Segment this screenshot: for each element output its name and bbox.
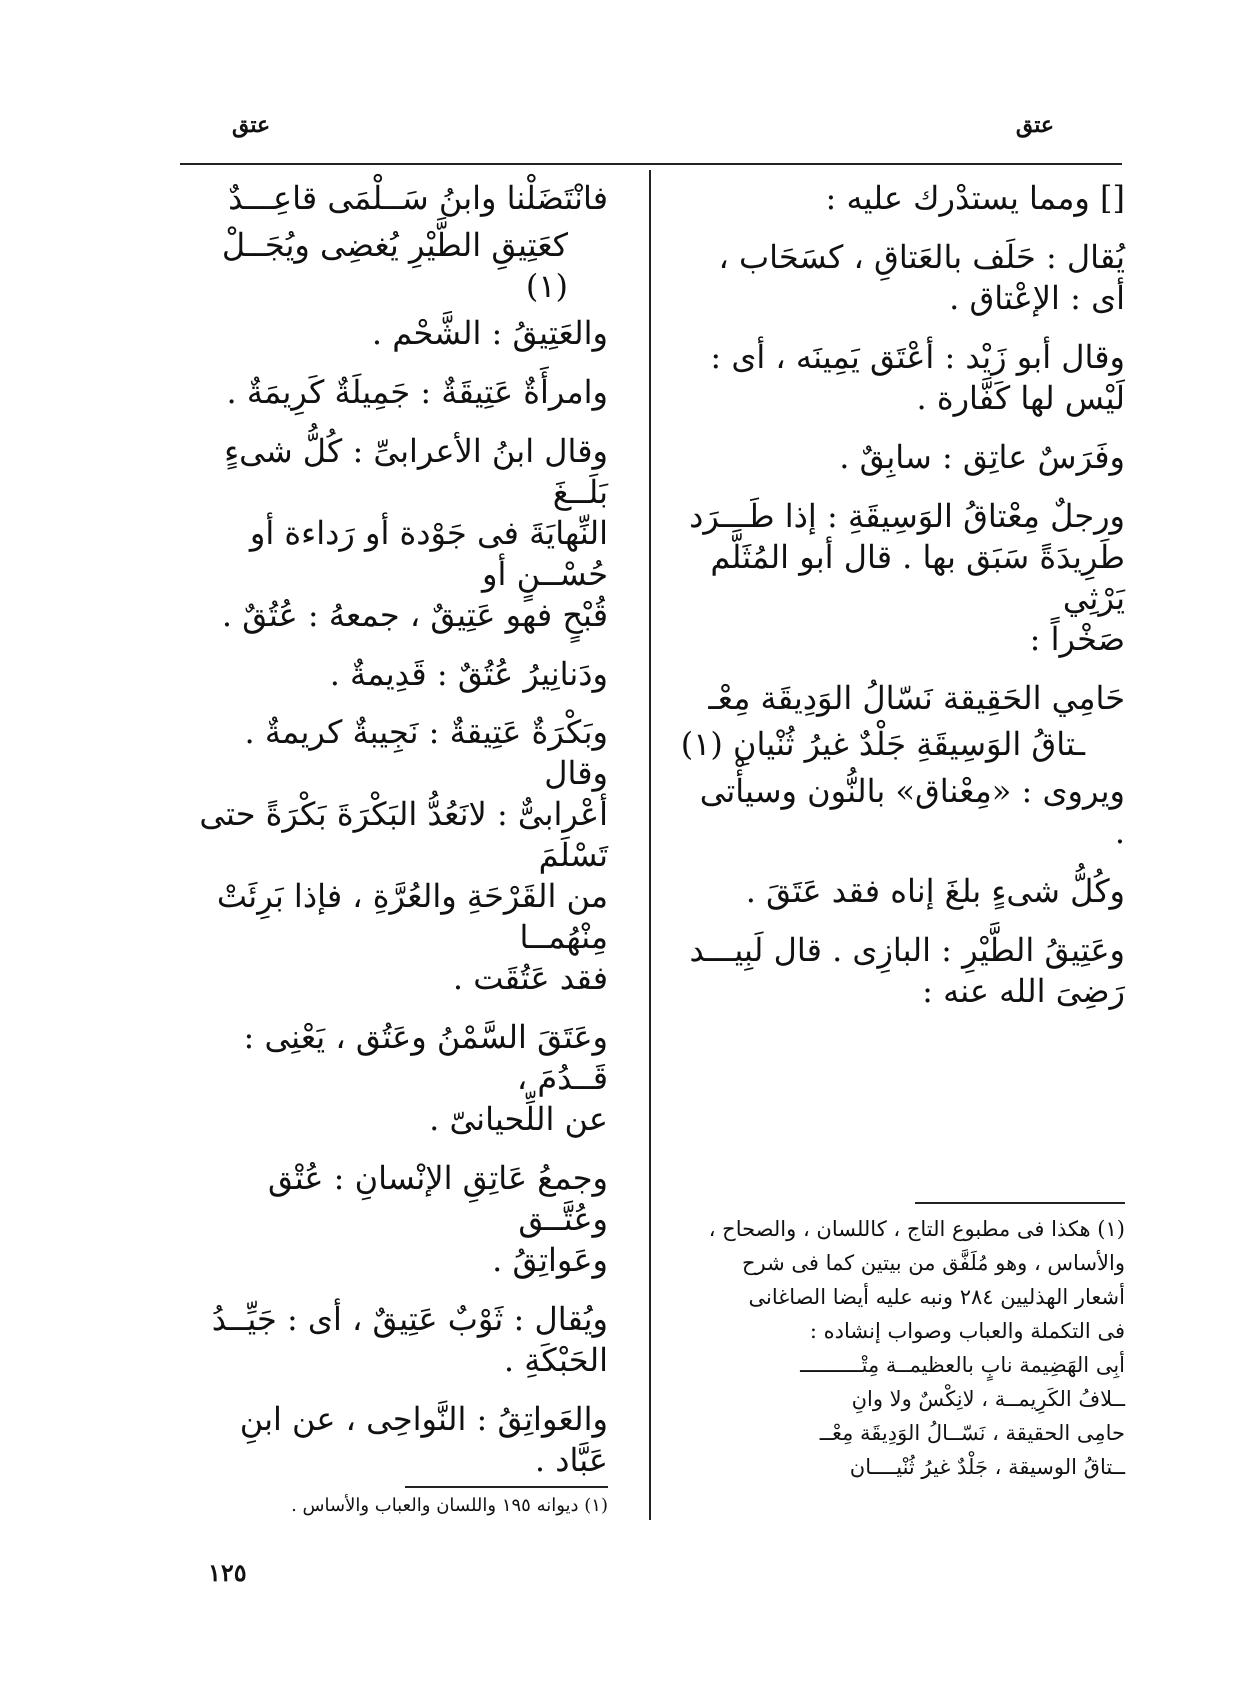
paragraph: وفَرَسٌ عاتِق : سابِقٌ . xyxy=(839,437,1125,476)
column-divider xyxy=(649,170,651,1520)
paragraph: [] ومما يستدْرك عليه : xyxy=(825,179,1125,217)
footnote: (١) هكذا فى مطبوع التاج ، كاللسان ، والصحاح ، والأساس ، وهو مُلَفَّق من بيتين كما فى شرح أشعار الهذليين ٢٨٤ ونبه عليه أيضا الصاغانى فى التكملة والعباب وصواب إنشاده : أبِى الهَضِيمة نابٍ بالعظيمــة مِتْــــــــــ ــلافُ الكَرِيمــة ، لانِكْسٌ ولا وانِ حامِى الحقيقة ، نَسّــالُ الوَدِيقَة مِعْــ ــتاقُ الوسيقة ، جَلْدٌ غيرُ ثُنْيــــان xyxy=(708,1217,1125,1480)
right-column xyxy=(680,178,1125,1030)
paragraph: وقال أبو زَيْد : أعْتَق يَمِينَه ، أى : لَيْس لها كَفَّارة . xyxy=(710,337,1125,417)
verse-line: فانْتَضَلْنا وابنُ سَــلْمَى قاعِـــدٌ xyxy=(228,179,608,217)
left-column xyxy=(180,178,608,1499)
paragraph: وعَتِيقُ الطَّيْرِ : البازِى . قال لَبِيـــد رَضِىَ الله عنه : xyxy=(689,931,1125,1011)
paragraph: وكُلُّ شىءٍ بلغَ إناه فقد عَتَقَ . xyxy=(745,872,1125,911)
verse-line: ـتاقُ الوَسِيقَةِ جَلْدٌ غيرُ ثُنْيانِ (١) xyxy=(680,725,1085,764)
paragraph: ورجلٌ مِعْتاقُ الوَسِيقَةِ : إذا طَـــرَد طَرِيدَةً سَبَق بها . قال أبو المُثَلَّم يَرْثِي صَخْراً : xyxy=(689,496,1125,658)
footnote: (١) ديوانه ١٩٥ واللسان والعباب والأساس . xyxy=(291,1495,608,1516)
paragraph: وامرأَةٌ عَتِيقَةٌ : جَمِيلَةٌ كَرِيمَةٌ . xyxy=(226,372,608,411)
verse-line: كعَتِيقِ الطَّيْرِ يُغضِى ويُجَــلْ (١) xyxy=(221,225,568,305)
paragraph: والعَتِيقُ : الشَّحْم . xyxy=(371,313,608,352)
verse-line: حَامِي الحَقِيقة نَسّالُ الوَدِيقَة مِعْـ xyxy=(708,678,1125,717)
paragraph: يُقال : حَلَف بالعَتاقِ ، كسَحَاب ، أى : الإعْتاق . xyxy=(718,237,1125,317)
running-header-left: عتق xyxy=(232,112,271,138)
footnote-rule xyxy=(915,1202,1125,1204)
paragraph: ويروى : «مِعْناق» بالنُّون وسيأْتى . xyxy=(699,772,1125,852)
paragraph: وبَكْرَةٌ عَتِيقةٌ : نَجِيبةٌ كريمةٌ . وقال أعْرابىٌّ : لانَعُدُّ البَكْرَةَ بَكْرَةً حتى تَسْلَمَ من القَرْحَةِ والعُرَّةِ ، فإذا بَرِئَتْ مِنْهُمــا فقد عَتُقَت . xyxy=(199,713,608,998)
paragraph: وجمعُ عَاتِقِ الإنْسانِ : عُتْق وعُتَّــق وعَواتِقُ . xyxy=(268,1159,608,1279)
paragraph: وعَتَقَ السَّمْنُ وعَتُق ، يَعْنِى : قَــدُمَ ، عن اللِّحيانىّ . xyxy=(243,1018,608,1139)
paragraph: ويُقال : ثَوْبٌ عَتِيقٌ ، أى : جَيِّــدُ الحَبْكَةِ . xyxy=(211,1299,608,1379)
running-header-right: عتق xyxy=(1015,112,1054,138)
paragraph: والعَواتِقُ : النَّواحِى ، عن ابنِ عَبَّاد . xyxy=(239,1399,608,1479)
paragraph: وقال ابنُ الأعرابىِّ : كُلُّ شىءٍ بَلَــغَ النِّهايَةَ فى جَوْدة أو رَداءة أو حُسْــنٍ أو قُبْحٍ فهو عَتِيقٌ ، جمعهُ : عُتُقٌ . xyxy=(221,431,608,634)
paragraph: ودَنانِيرُ عُتُقٌ : قَدِيمةٌ . xyxy=(329,654,608,693)
page-number: ١٢٥ xyxy=(208,1558,247,1587)
header-rule xyxy=(180,163,1122,165)
footnote-rule xyxy=(405,1486,608,1488)
